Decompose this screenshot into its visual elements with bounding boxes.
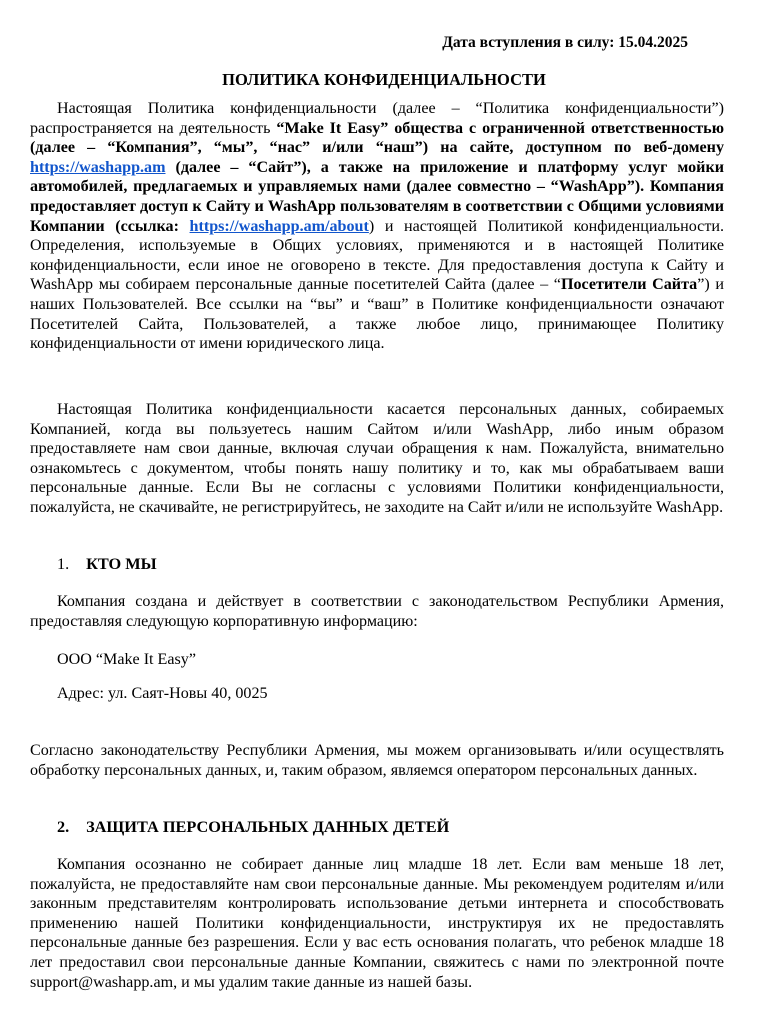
document-title: ПОЛИТИКА КОНФИДЕНЦИАЛЬНОСТИ	[222, 70, 546, 89]
intro-text-3: ”) и наших Пользователей. Все ссылки на “вы” и “ваш” в Политике конфиденциальности означают Посетителей Сайта, Пользователей, а также любое лицо, принимающее Политику конфиденциальности от имени юридического лица.	[30, 276, 724, 353]
company-name: ООО “Make It Easy”	[57, 651, 196, 668]
intro-text-2: ) и настоящей Политикой конфиденциальности. Определения, используемые в Общих условиях, применяются и в настоящей Политике конфиденциальности, если иное не оговорено в тексте. Для предоставления доступа к Сайту и WashApp мы собираем персональные данные посетителей Сайта (далее – “	[30, 217, 724, 294]
intro-bold-2: (далее – “Сайт”), а также на приложение и платформу услуг мойки автомобилей, предлагаемых и управляемых нами (далее совместно – “WashApp”). Компания предоставляет доступ к Сайту и WashApp пользователям в соответствии с Общими условиями Компании (ссылка:	[30, 158, 724, 235]
section-heading-who-we-are	[57, 554, 157, 574]
effective-date: Дата вступления в силу: 15.04.2025	[442, 34, 688, 51]
site-link[interactable]: https://washapp.am	[30, 158, 166, 176]
section-title: КТО МЫ	[86, 554, 157, 573]
company-info-paragraph: Компания создана и действует в соответствии с законодательством Республики Армения, предоставляя следующую корпоративную информацию:	[30, 593, 724, 630]
company-address: Адрес: ул. Саят-Новы 40, 0025	[57, 685, 268, 702]
intro-bold-3: Посетители Сайта	[560, 276, 698, 294]
operator-paragraph: Согласно законодательству Республики Армения, мы можем организовывать и/или осуществлять обработку персональных данных, и, таким образом, являемся оператором персональных данных.	[30, 742, 724, 779]
children-data-paragraph: Компания осознанно не собирает данные лиц младше 18 лет. Если вам меньше 18 лет, пожалуйста, не предоставляйте нам свои персональные данные. Мы рекомендуем родителям и/или законным представителям контролировать использование детьми интернета и способствовать применению нашей Политики конфиденциальности, инструктируя их не предоставлять персональные данные без разрешения. Если у вас есть основания полагать, что ребенок младше 18 лет предоставил свои персональные данные Компании, свяжитесь с нами по электронной почте support@washapp.am, и мы удалим такие данные из нашей базы.	[30, 856, 724, 991]
section-title: ЗАЩИТА ПЕРСОНАЛЬНЫХ ДАННЫХ ДЕТЕЙ	[86, 817, 450, 836]
intro-text-1: Настоящая Политика конфиденциальности (далее – “Политика конфиденциальности”) распространяется на деятельность	[30, 100, 724, 137]
intro-paragraph	[30, 99, 724, 354]
section-number: 1.	[57, 554, 70, 573]
intro-bold-1: “Make It Easy” общества с ограниченной ответственностью (далее – “Компания”, “мы”, “нас” и/или “наш”) на сайте, доступном по веб-домену	[30, 119, 724, 157]
section-heading-children-data	[57, 817, 449, 837]
section-number: 2.	[57, 817, 70, 836]
about-link[interactable]: https://washapp.am/about	[189, 217, 369, 235]
scope-paragraph: Настоящая Политика конфиденциальности касается персональных данных, собираемых Компанией, когда вы пользуетесь нашим Сайтом и/или WashApp, либо иным образом предоставляете нам свои данные, включая случаи обращения к нам. Пожалуйста, внимательно ознакомьтесь с документом, чтобы понять нашу политику и то, как мы обрабатываем ваши персональные данные. Если Вы не согласны с условиями Политики конфиденциальности, пожалуйста, не скачивайте, не регистрируйтесь, не заходите на Сайт и/или не используйте WashApp.	[30, 401, 724, 516]
